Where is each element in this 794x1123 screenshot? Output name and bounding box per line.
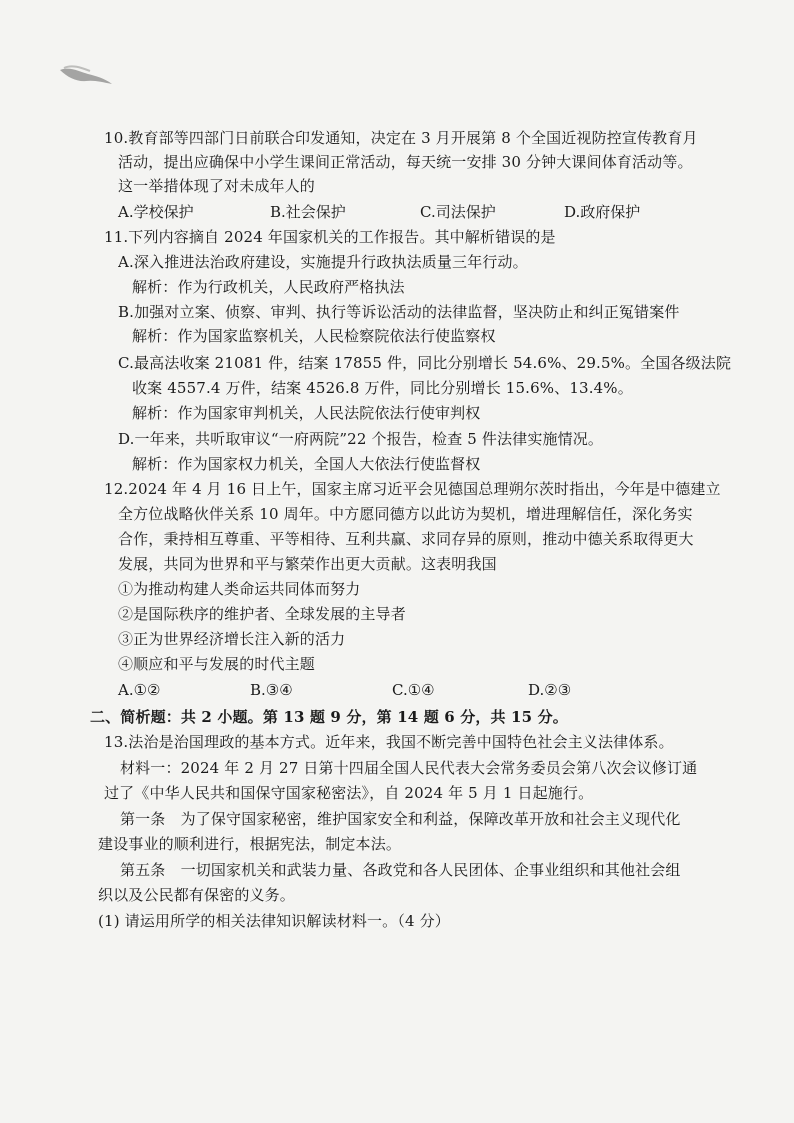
q12-statement-4: ④顺应和平与发展的时代主题 — [118, 655, 315, 673]
q10-option-a: A.学校保护 — [118, 203, 194, 221]
q12-option-c: C.①④ — [392, 681, 435, 699]
q11-option-b: B.加强对立案、侦察、审判、执行等诉讼活动的法律监督，坚决防止和纠正冤错案件 — [118, 303, 680, 321]
q11-option-d: D.一年来，共听取审议“一府两院”22 个报告，检查 5 件法律实施情况。 — [118, 430, 604, 448]
scan-smudge-mark — [58, 62, 114, 88]
q11-option-a: A.深入推进法治政府建设，实施提升行政执法质量三年行动。 — [118, 253, 528, 271]
section-2-heading: 二、简析题：共 2 小题。第 13 题 9 分，第 14 题 6 分，共 15 分。 — [90, 708, 568, 726]
q13-material-1-line-2: 过了《中华人民共和国保守国家秘密法》，自 2024 年 5 月 1 日起施行。 — [104, 784, 594, 802]
q12-statement-2: ②是国际秩序的维护者、全球发展的主导者 — [118, 605, 406, 623]
q12-option-a: A.①② — [118, 681, 161, 699]
q11-option-c-line-1: C.最高法收案 21081 件，结案 17855 件，同比分别增长 54.6%、29.5%。全国各级法院 — [118, 354, 732, 372]
q13-article-5-line-1: 第五条 一切国家机关和武装力量、各政党和各人民团体、企事业组织和其他社会组 — [120, 861, 681, 879]
q12-option-d: D.②③ — [528, 681, 572, 699]
q13-article-1-line-2: 建设事业的顺利进行，根据宪法，制定本法。 — [98, 835, 402, 853]
q10-option-c: C.司法保护 — [420, 203, 496, 221]
q10-stem-line-2: 活动，提出应确保中小学生课间正常活动，每天统一安排 30 分钟大课间体育活动等。 — [118, 153, 693, 171]
q13-article-5-line-2: 织以及公民都有保密的义务。 — [98, 886, 295, 904]
q12-option-b: B.③④ — [250, 681, 293, 699]
q12-stem-line-4: 发展，共同为世界和平与繁荣作出更大贡献。这表明我国 — [118, 555, 497, 573]
q13-stem: 13.法治是治国理政的基本方式。近年来，我国不断完善中国特色社会主义法律体系。 — [104, 733, 674, 751]
q11-option-a-analysis: 解析：作为行政机关，人民政府严格执法 — [132, 278, 405, 296]
q10-stem-line-3: 这一举措体现了对未成年人的 — [118, 177, 315, 195]
q10-stem-line-1: 10.教育部等四部门日前联合印发通知，决定在 3 月开展第 8 个全国近视防控宣传教育月 — [104, 129, 698, 147]
q13-subquestion-1: (1) 请运用所学的相关法律知识解读材料一。（4 分） — [98, 912, 450, 930]
q11-option-c-analysis: 解析：作为国家审判机关，人民法院依法行使审判权 — [132, 404, 481, 422]
q11-stem: 11.下列内容摘自 2024 年国家机关的工作报告。其中解析错误的是 — [104, 228, 556, 246]
q12-statement-3: ③正为世界经济增长注入新的活力 — [118, 630, 346, 648]
q11-option-b-analysis: 解析：作为国家监察机关，人民检察院依法行使监察权 — [132, 327, 496, 345]
q12-stem-line-1: 12.2024 年 4 月 16 日上午，国家主席习近平会见德国总理朔尔茨时指出，今年是中德建立 — [104, 480, 721, 498]
q12-stem-line-3: 合作，秉持相互尊重、平等相待、互利共赢、求同存异的原则，推动中德关系取得更大 — [118, 530, 694, 548]
q13-article-1-line-1: 第一条 为了保守国家秘密，维护国家安全和利益，保障改革开放和社会主义现代化 — [120, 810, 681, 828]
q10-option-d: D.政府保护 — [564, 203, 641, 221]
q11-option-c-line-2: 收案 4557.4 万件，结案 4526.8 万件，同比分别增长 15.6%、13.4%。 — [132, 379, 633, 397]
q11-option-d-analysis: 解析：作为国家权力机关，全国人大依法行使监督权 — [132, 455, 481, 473]
q10-option-b: B.社会保护 — [270, 203, 346, 221]
q13-material-1-line-1: 材料一：2024 年 2 月 27 日第十四届全国人民代表大会常务委员会第八次会议修订通 — [120, 759, 698, 777]
q12-statement-1: ①为推动构建人类命运共同体而努力 — [118, 580, 361, 598]
q12-stem-line-2: 全方位战略伙伴关系 10 周年。中方愿同德方以此访为契机，增进理解信任，深化务实 — [118, 505, 693, 523]
